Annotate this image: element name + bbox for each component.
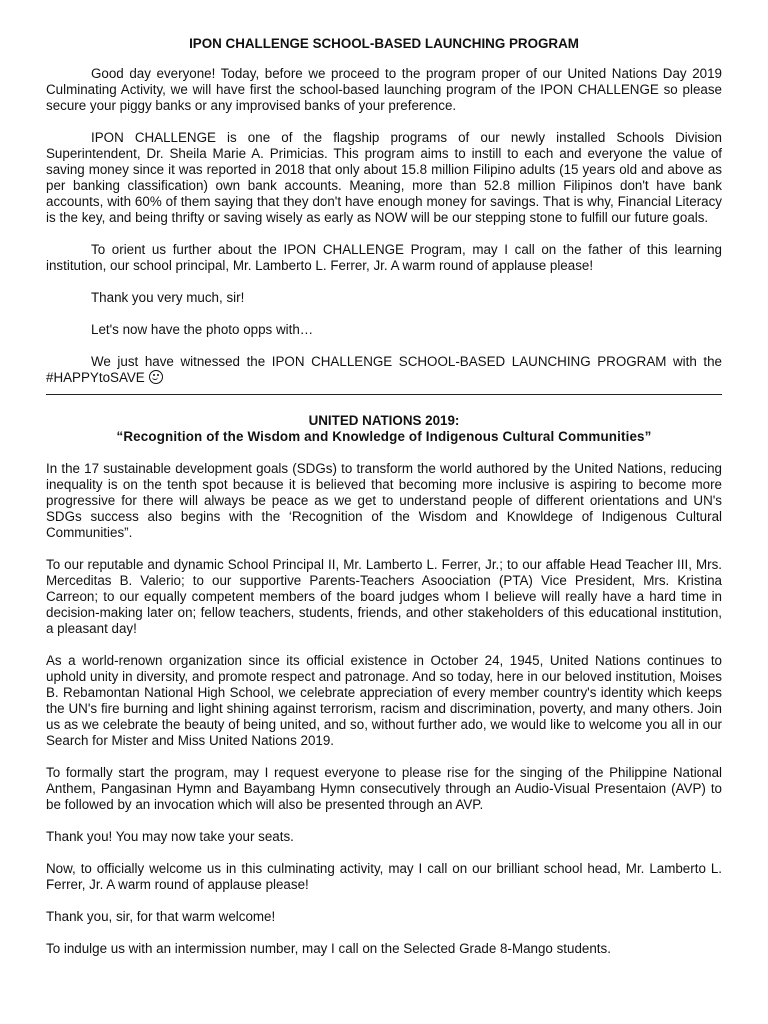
paragraph-witnessed-text: We just have witnessed the IPON CHALLENGE SCHOOL-BASED LAUNCHING PROGRAM with the #HAPPYtoSAVE [46, 354, 722, 385]
paragraph-salutation: To our reputable and dynamic School Principal II, Mr. Lamberto L. Ferrer, Jr.; to our affable Head Teacher III, Mrs. Merceditas B. Valerio; to our supportive Parents-Teachers Asoociation (PTA) Vice President, Mrs. Kristina Carreon; to our equally competent members of the board judges whom I believe will really have a hard time in decision-making later on; fellow teachers, students, friends, and other stakeholders of this educational institution, a pleasant day! [46, 557, 722, 636]
smiley-icon [149, 370, 163, 384]
section-subheading: “Recognition of the Wisdom and Knowledge of Indigenous Cultural Communities” [116, 429, 652, 444]
document-page [46, 36, 722, 973]
paragraph-photo-opps: Let's now have the photo opps with… [91, 322, 314, 337]
paragraph-take-seats: Thank you! You may now take your seats. [46, 829, 294, 844]
paragraph-thank-sir: Thank you, sir, for that warm welcome! [46, 909, 276, 924]
paragraph-ipon-challenge: IPON CHALLENGE is one of the flagship programs of our newly installed Schools Division Superintendent, Dr. Sheila Marie A. Primicias. This program aims to instill to each and everyone the value of saving money since it was reported in 2018 that only about 15.8 million Filipino adults (15 years old and above as per banking classification) own bank accounts. Meaning, more than 52.8 million Filipinos don't have bank accounts, with 60% of them saying that they don't have enough money for savings. That is why, Financial Literacy is the key, and being thrifty or saving wisely as early as NOW will be our stepping stone to fulfill our future goals. [46, 130, 722, 225]
section-heading: UNITED NATIONS 2019: [308, 413, 460, 428]
paragraph-thanks: Thank you very much, sir! [91, 290, 245, 305]
paragraph-orient: To orient us further about the IPON CHALLENGE Program, may I call on the father of this learning institution, our school principal, Mr. Lamberto L. Ferrer, Jr. A warm round of applause please! [46, 242, 722, 273]
paragraph-sdgs: In the 17 sustainable development goals (SDGs) to transform the world authored by the United Nations, reducing inequality is on the tenth spot because it is believed that becoming more inclusive is aspiring to become more progressive for there will always be peace as we get to understand people of different orientations and UN's SDGs success also begins with the ‘Recognition of the Wisdom and Knowldege of Indigenous Cultural Communities”. [46, 461, 722, 540]
paragraph-welcome-call: Now, to officially welcome us in this culminating activity, may I call on our brilliant school head, Mr. Lamberto L. Ferrer, Jr. A warm round of applause please! [46, 861, 722, 892]
paragraph-witnessed [46, 354, 722, 386]
paragraph-world-renown: As a world-renown organization since its official existence in October 24, 1945, United Nations continues to uphold unity in diversity, and promote respect and patronage. And so today, here in our beloved institution, Moises B. Rebamontan National High School, we celebrate appreciation of every member country's identity which keeps the UN's fire burning and light shining against terrorism, racism and discrimination, poverty, and many others. Join us as we celebrate the beauty of being united, and so, without further ado, we would like to welcome you all in our Search for Mister and Miss United Nations 2019. [46, 653, 722, 748]
section-divider [46, 388, 722, 395]
paragraph-intermission: To indulge us with an intermission number, may I call on the Selected Grade 8-Mango students. [46, 941, 611, 956]
paragraph-greeting: Good day everyone! Today, before we proceed to the program proper of our United Nations Day 2019 Culminating Activity, we will have first the school-based launching program of the IPON CHALLENGE so please secure your piggy banks or any improvised banks of your preference. [46, 66, 722, 113]
document-title: IPON CHALLENGE SCHOOL-BASED LAUNCHING PROGRAM [189, 36, 579, 51]
paragraph-anthem: To formally start the program, may I request everyone to please rise for the singing of the Philippine National Anthem, Pangasinan Hymn and Bayambang Hymn consecutively through an Audio-Visual Presentaion (AVP) to be followed by an invocation which will also be presented through an AVP. [46, 765, 722, 812]
